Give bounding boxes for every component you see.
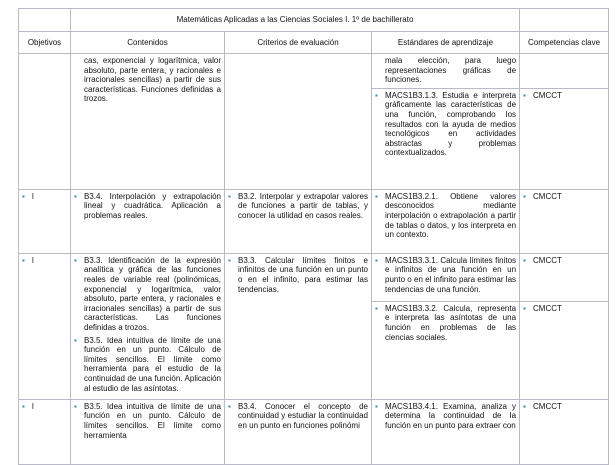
contenido-item: cas, exponencial y logarítmica, valor absoluto, parte entera, y racionales e irracionales sencillas) a partir de sus características. Funciones definidas a trozos. [84, 56, 221, 104]
bullet-icon: ▪ [523, 90, 526, 100]
contenidos-cell [71, 189, 225, 253]
contenidos-cell [71, 399, 225, 464]
bullet-icon: ▪ [523, 401, 526, 411]
estandar-item: ▪ MACS1B3.1.3. Estudia e interpreta gráficamente las características de una función, comprobando los resultados con la ayuda de medios tecnológicos en actividades abstractas y problemas contextualizados. [375, 90, 517, 158]
bullet-icon: ▪ [22, 401, 25, 411]
estandar-cell [372, 399, 520, 464]
bullet-icon: ▪ [74, 191, 77, 201]
table-row [19, 253, 609, 301]
bullet-icon: ▪ [375, 303, 378, 313]
bullet-icon: ▪ [22, 191, 25, 201]
table-row [19, 399, 609, 464]
contenido-item: ▪ B3.3. Identificación de la expresión analítica y gráfica de las funciones reales de variable real (polinómicas, exponencial y logarítmica, valor absoluto, parte entera, y racionales e irracionales sencillas) a partir de sus características. Las funciones definidas a trozos. [74, 255, 221, 332]
criterio-cell [225, 399, 372, 464]
bullet-icon: ▪ [375, 401, 378, 411]
contenidos-cell [71, 54, 225, 190]
bullet-icon: ▪ [22, 255, 25, 265]
bullet-icon: ▪ [523, 303, 526, 313]
bullet-icon: ▪ [228, 255, 231, 265]
contenido-item: ▪ B3.4. Interpolación y extrapolación lineal y cuadrática. Aplicación a problemas reales. [74, 191, 221, 220]
contenido-item: ▪ B3.5. Idea intuitiva de límite de una función en un punto. Cálculo de límites sencillos. El límite como herramienta para el estudio de la continuidad de una función. Aplicación al estudio de las asíntotas. [74, 335, 221, 393]
objetivo-cell [19, 54, 71, 190]
criterio-cell [225, 189, 372, 253]
bullet-icon: ▪ [523, 191, 526, 201]
estandar-item: ▪ MACS1B3.3.1. Calcula límites finitos e infinitos de una función en un punto o en el infinito para estimar las tendencias de una función. [375, 255, 517, 294]
table-title: Matemáticas Aplicadas a las Ciencias Sociales I. 1º de bachillerato [71, 9, 520, 32]
header-competencias: Competencias clave [520, 32, 609, 54]
bullet-icon: ▪ [228, 191, 231, 201]
criterio-item: ▪ B3.2. Interpolar y extrapolar valores de funciones a partir de tablas, y conocer la utilidad en casos reales. [228, 191, 368, 220]
competencia-cell: ▪ CMCCT [520, 88, 609, 189]
title-blank-cell [19, 9, 71, 32]
competencia-cell [520, 54, 609, 89]
objetivo-cell: ▪ l [19, 189, 71, 253]
bullet-icon: ▪ [74, 401, 77, 411]
criterio-cell [225, 54, 372, 190]
estandar-item: ▪ MACS1B3.4.1. Examina, analiza y determina la continuidad de la función en un punto para extraer con [375, 401, 517, 430]
contenidos-cell [71, 253, 225, 399]
estandar-item: mala elección, para luego representaciones gráficas de funciones. [385, 56, 517, 85]
objetivo-cell: ▪ l [19, 399, 71, 464]
objetivo-cell: ▪ l [19, 253, 71, 399]
estandar-cell [372, 189, 520, 253]
estandar-item: ▪ MACS1B3.3.2. Calcula, representa e interpreta las asíntotas de una función en problemas de las ciencias sociales. [375, 303, 517, 342]
criterio-cell [225, 253, 372, 399]
bullet-icon: ▪ [228, 401, 231, 411]
contenido-item: ▪ B3.5. Idea intuitiva de límite de una función en un punto. Cálculo de límites sencillos. El límite como herramienta [74, 401, 221, 440]
estandar-cell [372, 253, 520, 301]
competencia-cell: ▪ CMCCT [520, 399, 609, 464]
competencia-cell: ▪ CMCCT [520, 189, 609, 253]
bullet-icon: ▪ [74, 335, 77, 345]
estandar-cell [372, 88, 520, 189]
bullet-icon: ▪ [375, 90, 378, 100]
header-objetivos: Objetivos [19, 32, 71, 54]
table-row [19, 54, 609, 89]
header-estandares: Estándares de aprendizaje [372, 32, 520, 54]
bullet-icon: ▪ [74, 255, 77, 265]
bullet-icon: ▪ [375, 255, 378, 265]
bullet-icon: ▪ [375, 191, 378, 201]
criterio-item: ▪ B3.4. Conocer el concepto de continuidad y estudiar la continuidad en un punto en funciones polinómi [228, 401, 368, 430]
table-row [19, 189, 609, 253]
competencia-cell: ▪ CMCCT [520, 301, 609, 399]
header-contenidos: Contenidos [71, 32, 225, 54]
bullet-icon: ▪ [523, 255, 526, 265]
estandar-cell [372, 301, 520, 399]
curriculum-table [18, 8, 609, 465]
criterio-item: ▪ B3.3. Calcular límites finitos e infinitos de una función en un punto o en el infinito, para estimar las tendencias. [228, 255, 368, 294]
estandar-item: ▪ MACS1B3.2.1. Obtiene valores desconocidos mediante interpolación o extrapolación a partir de tablas o datos, y los interpreta en un contexto. [375, 191, 517, 240]
competencia-cell: ▪ CMCCT [520, 253, 609, 301]
estandar-cell [372, 54, 520, 89]
title-blank-cell [520, 9, 609, 32]
header-criterios: Criterios de evaluación [225, 32, 372, 54]
